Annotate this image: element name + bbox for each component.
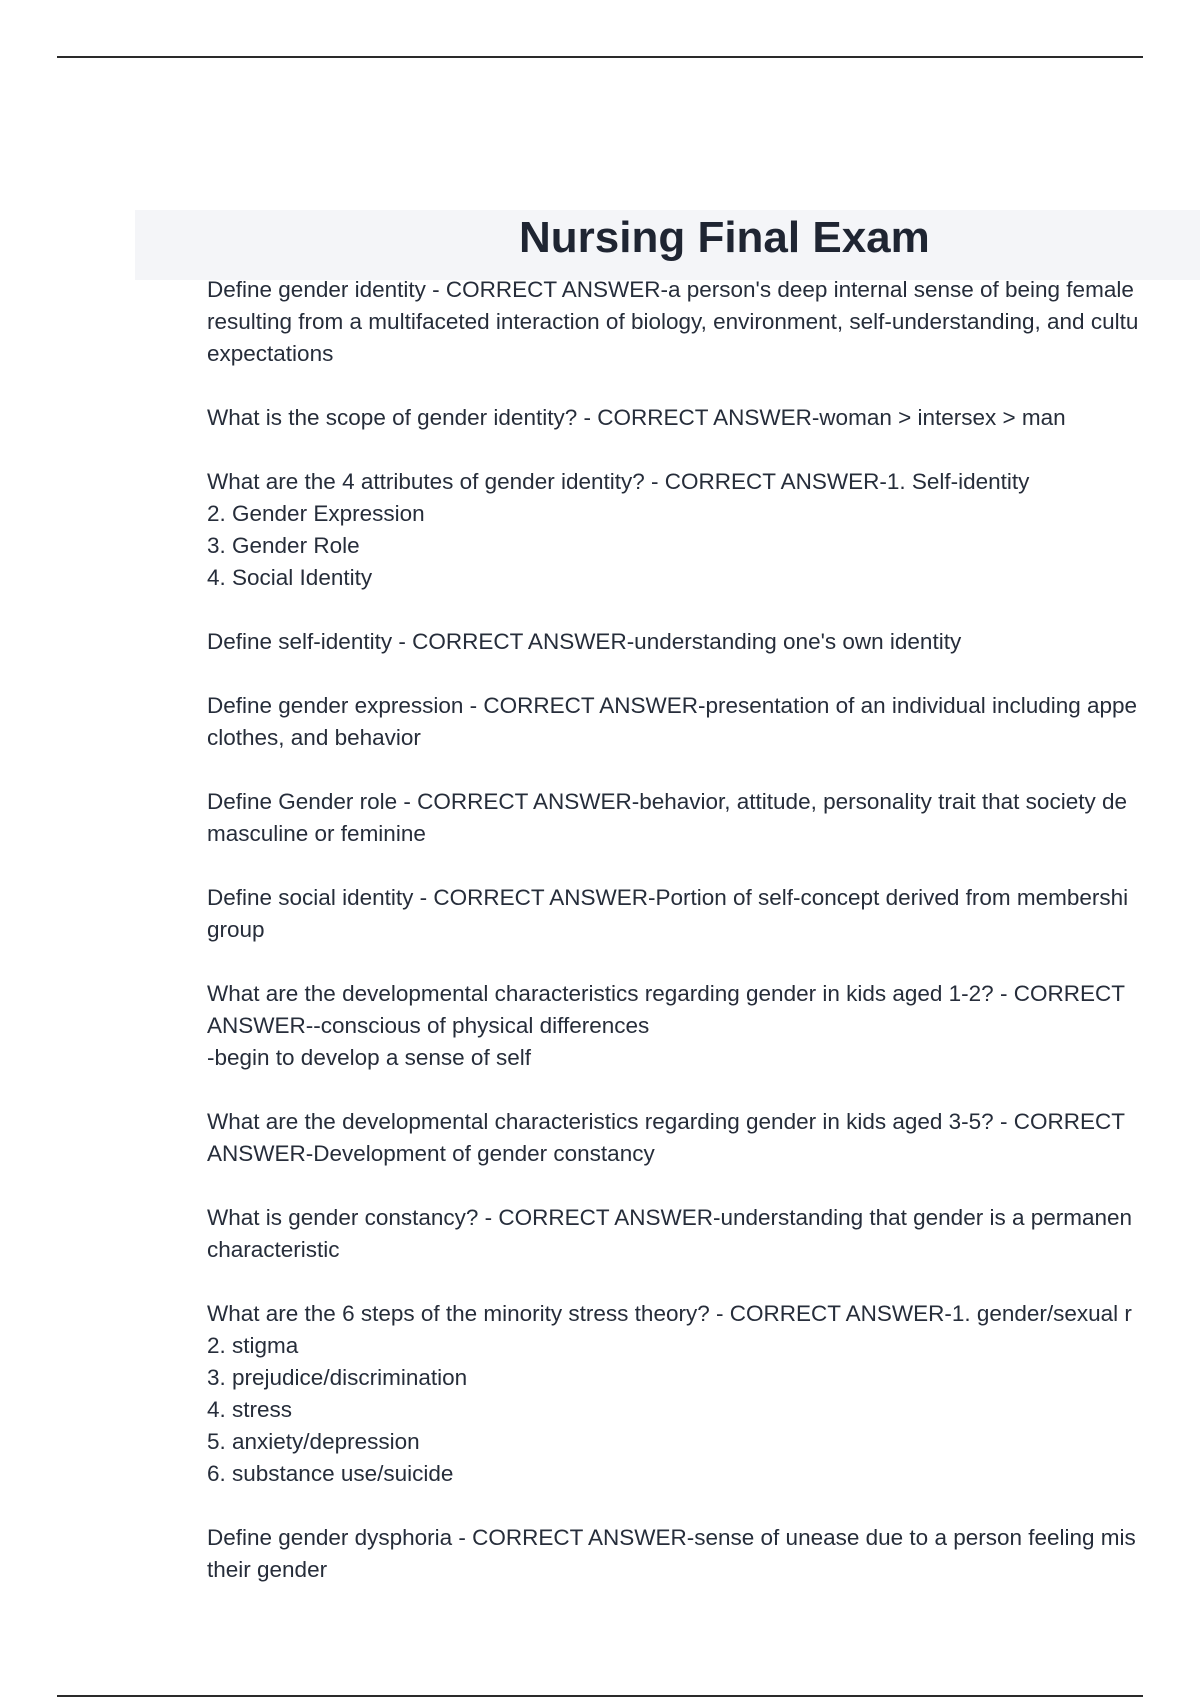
- qa-line: What are the 6 steps of the minority stress theory? - CORRECT ANSWER-1. gender/sexual r: [207, 1301, 1132, 1326]
- qa-item: [207, 978, 1200, 1074]
- qa-line: masculine or feminine: [207, 821, 426, 846]
- qa-item: [207, 882, 1200, 946]
- qa-line: Define self-identity - CORRECT ANSWER-understanding one's own identity: [207, 629, 962, 654]
- page-title: Nursing Final Exam: [519, 213, 930, 262]
- qa-line: their gender: [207, 1557, 328, 1582]
- qa-line: 6. substance use/suicide: [207, 1461, 454, 1486]
- qa-list: [207, 274, 1200, 1618]
- qa-item: [207, 1298, 1200, 1490]
- qa-line: Define Gender role - CORRECT ANSWER-behavior, attitude, personality trait that society de: [207, 789, 1127, 814]
- qa-item: [207, 274, 1200, 370]
- qa-line: 5. anxiety/depression: [207, 1429, 420, 1454]
- top-rule: [57, 56, 1143, 58]
- qa-item: [207, 626, 1200, 658]
- qa-line: -begin to develop a sense of self: [207, 1045, 531, 1070]
- qa-line: 2. stigma: [207, 1333, 299, 1358]
- qa-line: expectations: [207, 341, 334, 366]
- qa-line: What is the scope of gender identity? - CORRECT ANSWER-woman > intersex > man: [207, 405, 1066, 430]
- qa-item: [207, 1106, 1200, 1170]
- qa-line: 3. prejudice/discrimination: [207, 1365, 468, 1390]
- qa-item: [207, 1202, 1200, 1266]
- qa-line: What are the developmental characteristics regarding gender in kids aged 1-2? - CORRECT: [207, 981, 1125, 1006]
- qa-line: What is gender constancy? - CORRECT ANSWER-understanding that gender is a permanen: [207, 1205, 1133, 1230]
- qa-line: ANSWER-Development of gender constancy: [207, 1141, 655, 1166]
- qa-line: 4. stress: [207, 1397, 293, 1422]
- qa-line: ANSWER--conscious of physical differences: [207, 1013, 650, 1038]
- qa-line: Define gender identity - CORRECT ANSWER-a person's deep internal sense of being female: [207, 277, 1134, 302]
- qa-item: [207, 402, 1200, 434]
- qa-item: [207, 1522, 1200, 1586]
- bottom-rule: [57, 1695, 1143, 1697]
- qa-line: characteristic: [207, 1237, 340, 1262]
- qa-line: resulting from a multifaceted interaction of biology, environment, self-understanding, and cultu: [207, 309, 1139, 334]
- qa-line: What are the developmental characteristics regarding gender in kids aged 3-5? - CORRECT: [207, 1109, 1125, 1134]
- qa-line: Define gender dysphoria - CORRECT ANSWER-sense of unease due to a person feeling mis: [207, 1525, 1136, 1550]
- qa-line: What are the 4 attributes of gender identity? - CORRECT ANSWER-1. Self-identity: [207, 469, 1030, 494]
- qa-line: 2. Gender Expression: [207, 501, 425, 526]
- qa-item: [207, 690, 1200, 754]
- qa-line: 3. Gender Role: [207, 533, 360, 558]
- qa-item: [207, 466, 1200, 594]
- qa-line: clothes, and behavior: [207, 725, 421, 750]
- qa-line: group: [207, 917, 265, 942]
- qa-line: Define gender expression - CORRECT ANSWER-presentation of an individual including appe: [207, 693, 1138, 718]
- qa-item: [207, 786, 1200, 850]
- qa-line: Define social identity - CORRECT ANSWER-Portion of self-concept derived from membershi: [207, 885, 1129, 910]
- qa-line: 4. Social Identity: [207, 565, 373, 590]
